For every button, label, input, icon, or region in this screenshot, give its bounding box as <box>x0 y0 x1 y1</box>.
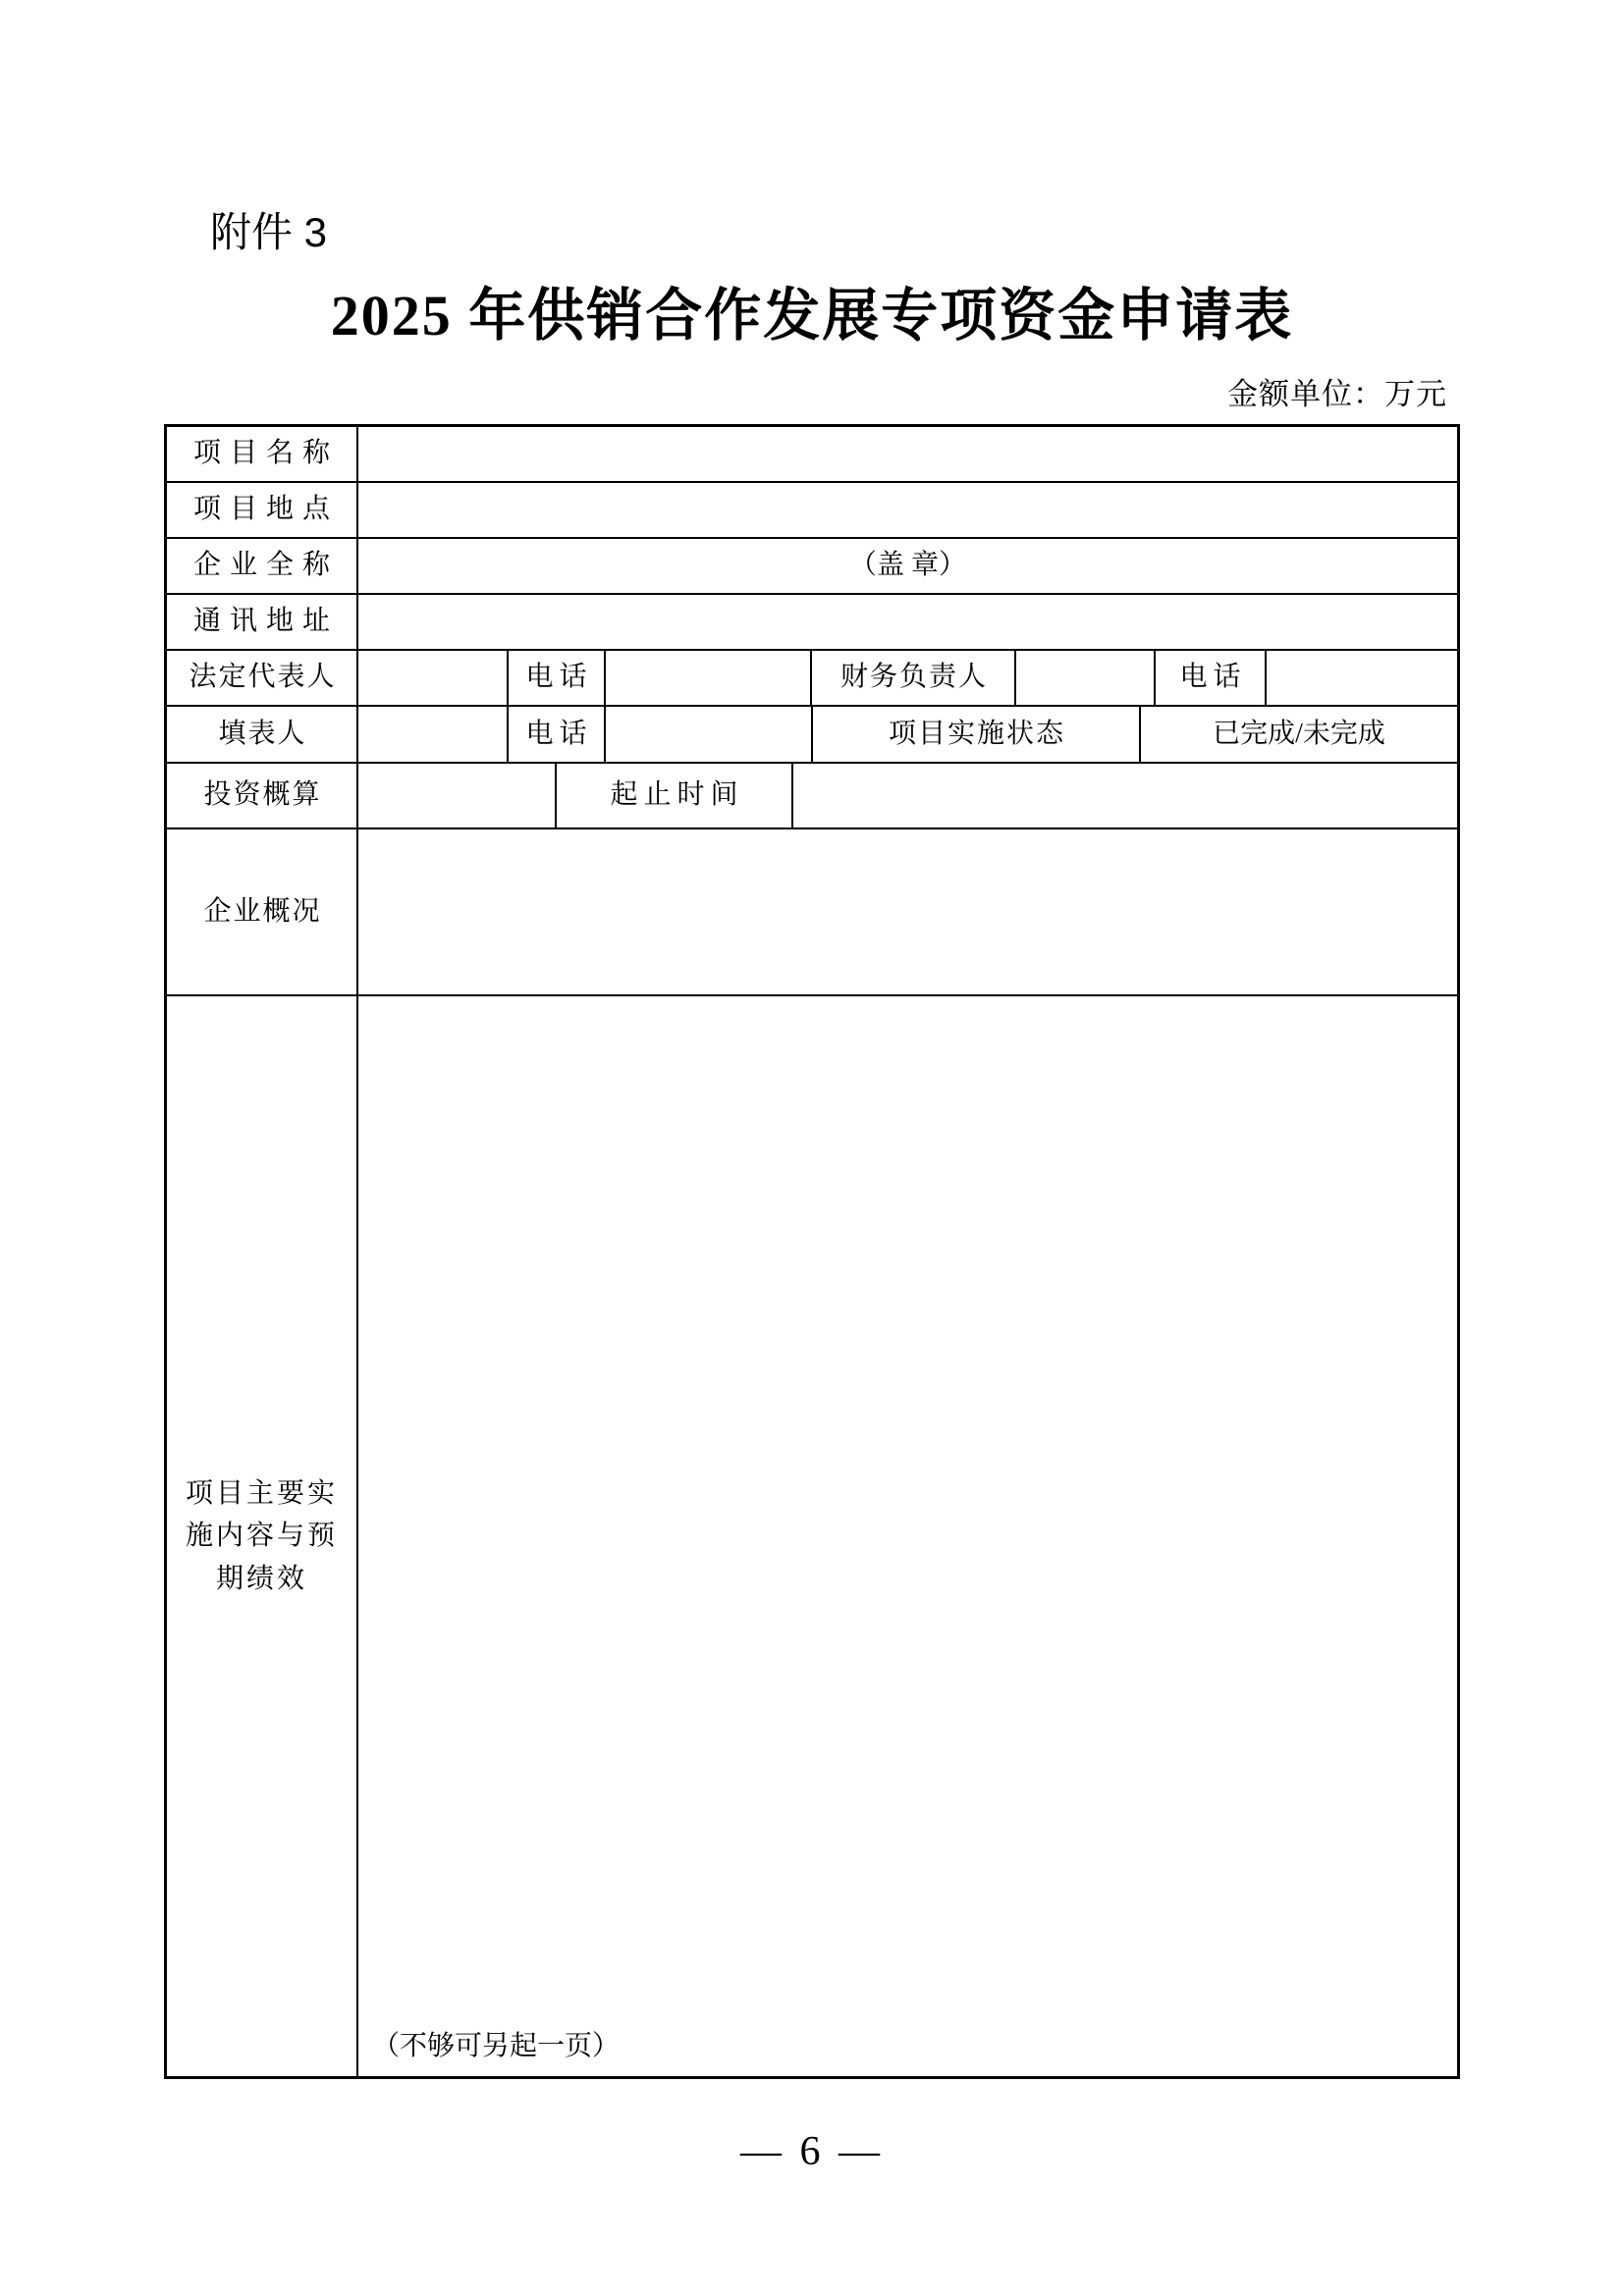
row-mailing-address <box>167 595 1457 651</box>
project-location-value <box>358 483 1457 537</box>
company-profile-value <box>358 829 1457 994</box>
implementation-label-line1: 项目主要实 <box>185 1477 338 1509</box>
amount-unit-note: 金额单位：万元 <box>1227 377 1447 411</box>
company-profile-label: 企业概况 <box>167 829 358 994</box>
implementation-label <box>167 996 358 2076</box>
duration-value <box>793 764 1457 828</box>
legal-rep-phone-value <box>606 651 812 705</box>
implementation-label-line3: 期绩效 <box>215 1563 307 1594</box>
row-project-location <box>167 483 1457 539</box>
form-filler-phone-value <box>606 707 813 762</box>
form-filler-phone-label: 电话 <box>509 707 606 762</box>
investment-value <box>358 764 557 828</box>
legal-rep-phone-label: 电话 <box>509 651 606 705</box>
finance-head-phone-label: 电话 <box>1156 651 1267 705</box>
project-name-value <box>358 427 1457 481</box>
page-number: — 6 — <box>740 2129 884 2174</box>
mailing-address-label: 通讯地址 <box>167 595 358 649</box>
mailing-address-value <box>358 595 1457 649</box>
duration-label: 起止时间 <box>557 764 793 828</box>
implementation-label-line2: 施内容与预 <box>185 1521 338 1552</box>
row-implementation <box>167 996 1457 2076</box>
company-name-label: 企业全称 <box>167 539 358 593</box>
page-title: 2025 年供销合作发展专项资金申请表 <box>330 284 1294 347</box>
project-status-label: 项目实施状态 <box>813 707 1141 762</box>
investment-label: 投资概算 <box>167 764 358 828</box>
finance-head-phone-value <box>1267 651 1457 705</box>
implementation-overflow-note: （不够可另起一页） <box>372 2030 621 2061</box>
project-status-value: 已完成/未完成 <box>1213 718 1385 749</box>
legal-rep-value <box>358 651 509 705</box>
implementation-value <box>358 996 1457 2076</box>
form-filler-label: 填表人 <box>167 707 358 762</box>
legal-rep-label: 法定代表人 <box>167 651 358 705</box>
row-company-name <box>167 539 1457 595</box>
finance-head-value <box>1016 651 1156 705</box>
application-form-table <box>164 424 1460 2079</box>
row-company-profile <box>167 829 1457 996</box>
row-form-filler <box>167 707 1457 764</box>
project-location-label: 项目地点 <box>167 483 358 537</box>
form-filler-value <box>358 707 509 762</box>
company-name-value: （盖 章） <box>848 550 966 581</box>
project-name-label: 项目名称 <box>167 427 358 481</box>
row-project-name <box>167 427 1457 483</box>
row-legal-rep <box>167 651 1457 707</box>
attachment-label: 附件 3 <box>210 209 328 255</box>
finance-head-label: 财务负责人 <box>812 651 1016 705</box>
row-investment <box>167 764 1457 829</box>
